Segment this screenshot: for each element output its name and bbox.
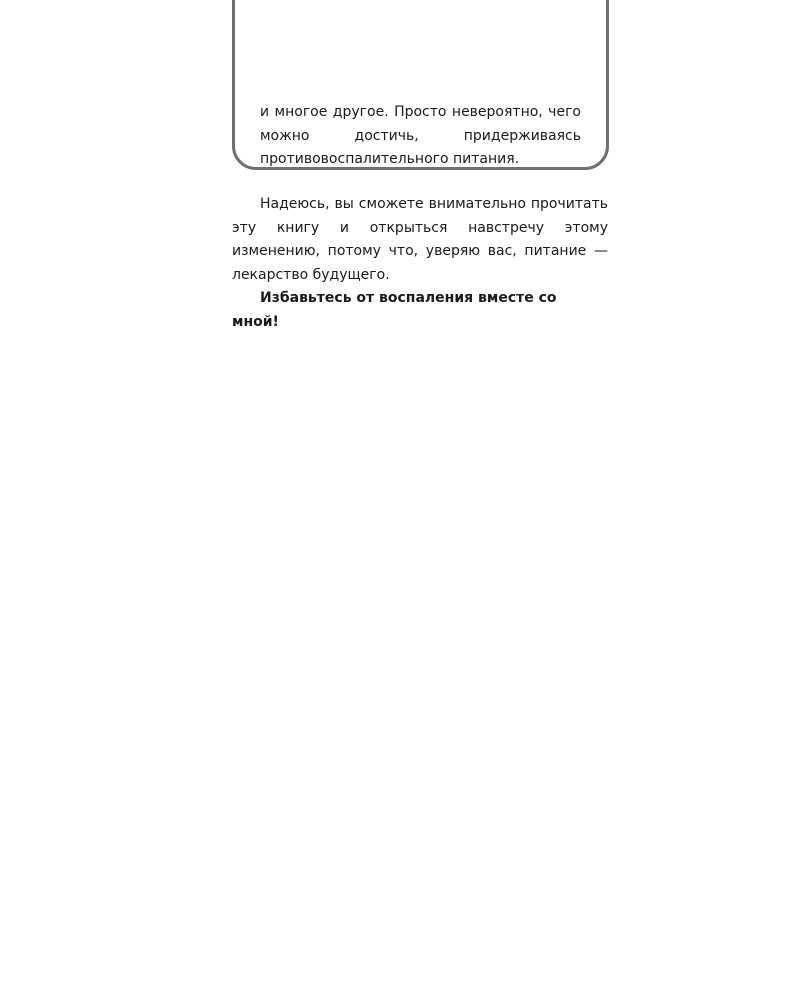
- body-paragraph: Надеюсь, вы сможете внимательно прочитать эту книгу и открыться навстречу этому изменению, потому что, уверяю вас, питание — лекарство будущего.: [232, 196, 608, 283]
- boxed-note-text: и многое другое. Просто невероятно, чего можно достичь, придерживаясь противовоспалительного питания.: [260, 104, 581, 167]
- page-content: [232, 0, 608, 334]
- boxed-note: [232, 0, 609, 170]
- closing-line: Избавьтесь от воспаления вместе со мной!: [232, 290, 557, 330]
- body-text: [232, 193, 608, 334]
